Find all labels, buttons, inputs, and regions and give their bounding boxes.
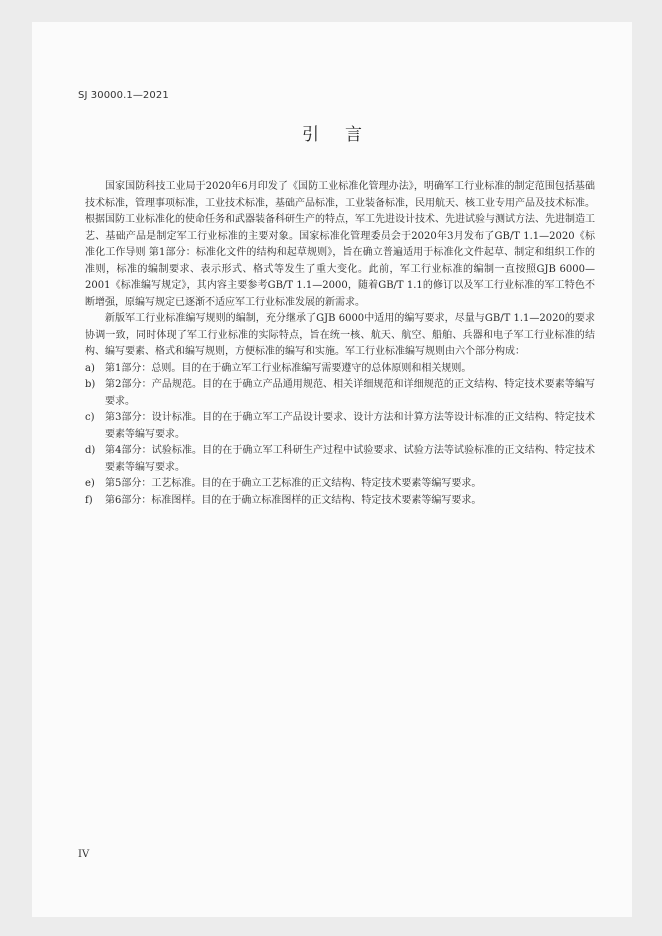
list-item-text: 第6部分：标准图样。目的在于确立标准图样的正文结构、特定技术要素等编写要求。 — [105, 494, 482, 506]
list-marker: b) — [85, 379, 96, 390]
list-item — [85, 476, 595, 493]
list-item-text: 第3部分：设计标准。目的在于确立军工产品设计要求、设计方法和计算方法等设计标准的正文结构、特定技术要素等编写要求。 — [105, 412, 595, 440]
list-item-text: 第5部分：工艺标准。目的在于确立工艺标准的正文结构、特定技术要素等编写要求。 — [105, 478, 482, 489]
list-item — [85, 493, 595, 510]
standard-code: SJ 30000.1—2021 — [78, 90, 169, 101]
list-marker: c) — [85, 412, 95, 423]
list-item — [85, 361, 595, 378]
list-marker: d) — [85, 445, 96, 456]
list-item — [85, 410, 595, 443]
introduction-body — [85, 179, 595, 509]
list-item — [85, 377, 595, 410]
page-number: IV — [78, 849, 90, 860]
list-item-text: 第4部分：试验标准。目的在于确立军工科研生产过程中试验要求、试验方法等试验标准的正文结构、特定技术要素等编写要求。 — [105, 445, 595, 473]
list-item-text: 第2部分：产品规范。目的在于确立产品通用规范、相关详细规范和详细规范的正文结构、特定技术要素等编写要求。 — [105, 379, 595, 407]
list-item-text: 第1部分：总则。目的在于确立军工行业标准编写需要遵守的总体原则和相关规则。 — [105, 362, 472, 374]
parts-list — [85, 361, 595, 510]
document-page — [32, 22, 632, 917]
paragraph: 国家国防科技工业局于2020年6月印发了《国防工业标准化管理办法》，明确军工行业标准的制定范围包括基础技术标准，管理事项标准，工业技术标准，基础产品标准，工业装备标准，民用航天、核工业专用产品及技术标准。根据国防工业标准化的使命任务和武器装备科研生产的特点，军工先进设计技术、先进试验与测试方法、先进制造工艺、基础产品是制定军工行业标准的主要对象。国家标准化管理委员会于2020年3月发布了GB/T 1.1—2020《标准化工作导则 第1部分：标准化文件的结构和起草规则》，旨在确立普遍适用于标准化文件起草、制定和组织工作的准则，标准的编制要求、表示形式、格式等发生了重大变化。此前，军工行业标准的编制一直按照GJB 6000—2001《标准编写规定》，其内容主要参考GB/T 1.1—2000，随着GB/T 1.1的修订以及军工行业标准的军工特色不断增强，原编写规定已逐渐不适应军工行业标准发展的新需求。 — [85, 181, 595, 308]
list-marker: f) — [85, 494, 93, 506]
page-title: 引言 — [302, 125, 388, 145]
paragraph: 新版军工行业标准编写规则的编制，充分继承了GJB 6000中适用的编写要求，尽量与GB/T 1.1—2020的要求协调一致，同时体现了军工行业标准的实际特点，旨在统一核、航天、航空、船舶、兵器和电子军工行业标准的结构、编写要素、格式和编写规则，方便标准的编写和实施。军工行业标准编写规则由六个部分构成： — [85, 313, 595, 357]
list-item — [85, 443, 595, 476]
list-marker: a) — [85, 362, 95, 374]
list-marker: e) — [85, 478, 95, 489]
